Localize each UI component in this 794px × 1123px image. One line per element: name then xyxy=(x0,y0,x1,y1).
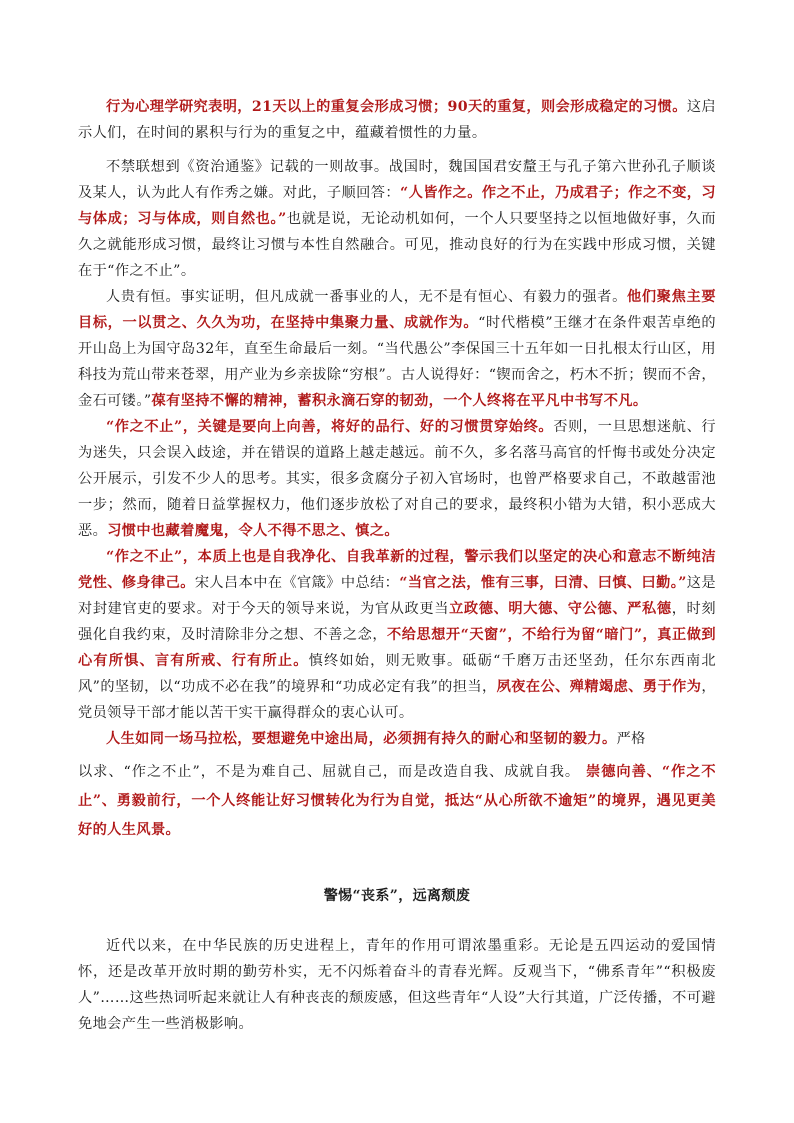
paragraph-6 xyxy=(78,726,716,752)
final-paragraph: 近代以来，在中华民族的历史进程上，青年的作用可谓浓墨重彩。无论是五四运动的爱国情怀，还是改革开放时期的勤劳朴实，无不闪烁着奋斗的青春光辉。反观当下，“佛系青年”“积极废人”……这些热词听起来就让人有种丧丧的颓废感，但这些青年“人设”大行其道，广泛传播，不可避免地会产生一些消极影响。 xyxy=(78,938,716,1032)
section-title: 警惕“丧系”，远离颓废 xyxy=(323,888,471,904)
highlighted-text: 习惯中也藏着魔鬼，令人不得不思之、慎之。 xyxy=(107,523,399,539)
highlighted-text: 崇德向善、“作之不止”、勇毅前行，一个人终能让好习惯转化为行为自觉，抵达“从心所欲不逾矩”的境界，遇见更美好的人生风景。 xyxy=(78,764,717,838)
highlighted-text: 他们聚焦主要目标，一以贯之、久久为功，在坚持中集聚力量、成就作为。 xyxy=(78,289,716,331)
paragraph-2 xyxy=(78,154,716,284)
highlighted-text: 行为心理学研究表明，21天以上的重复会形成习惯；90天的重复，则会形成稳定的习惯。 xyxy=(106,99,687,115)
highlighted-text: 葆有坚持不懈的精神，蓄积永滴石穿的韧劲，一个人终将在平凡中书写不凡。 xyxy=(151,393,648,409)
paragraph-3 xyxy=(78,284,716,414)
highlighted-text: 夙夜在公、殚精竭虑、勇于作为 xyxy=(496,679,702,695)
body-text: ，时刻强化自我约束，及时清除非分之想、不善之念， xyxy=(78,601,716,643)
body-text: 也就是说，无论动机如何，一个人只要坚持之以恒地做好事，久而久之就能形成习惯，最终让习惯与本性自然融合。可见，推动良好的行为在实践中形成习惯，关键在于“作之不止”。 xyxy=(78,211,716,279)
body-text: 人贵有恒。事实证明，但凡成就一番事业的人，无不是有恒心、有毅力的强者。 xyxy=(106,289,627,305)
body-text: “时代楷模”王继才在条件艰苦卓绝的开山岛上为国守岛32年，直至生命最后一刻。“当代愚公”李保国三十五年如一日扎根太行山区，用科技为荒山带来苍翠，用产业为乡亲拔除“穷根”。古人说得好：“锲而舍之，朽木不折；锲而不舍，金石可镂。” xyxy=(78,315,716,409)
body-text: 宋人吕本中在《官箴》中总结： xyxy=(194,575,400,591)
body-text: 严格 xyxy=(616,731,646,747)
body-text: 否则，一旦思想迷航、行为迷失，只会误入歧途，并在错误的道路上越走越远。前不久，多名落马高官的忏悔书或处分决定公开展示，引发不少人的思考。其实，很多贪腐分子初入官场时，也曾严格要求自己，不敢越雷池一步；然而，随着日益掌握权力，他们逐步放松了对自己的要求，最终积小错为大错，积小恶成大恶。 xyxy=(78,419,716,539)
highlighted-text: 立政德、明大德、守公德、严私德 xyxy=(449,601,672,617)
highlighted-text: “作之不止”，本质上也是自我净化、自我革新的过程，警示我们以坚定的决心和意志不断纯洁党性、修身律己。 xyxy=(78,549,716,591)
highlighted-text: 人生如同一场马拉松，要想避免中途出局，必须拥有持久的耐心和坚韧的毅力。 xyxy=(106,731,617,747)
paragraph-5 xyxy=(78,544,716,726)
highlighted-text: “人皆作之。作之不止，乃成君子；作之不变，习与体成；习与体成，则自然也。” xyxy=(78,185,716,227)
highlighted-text: “当官之法，惟有三事，曰清、曰慎、曰勤。” xyxy=(399,575,687,591)
body-text: ，党员领导干部才能以苦干实干赢得群众的衷心认可。 xyxy=(78,679,716,721)
paragraph-1 xyxy=(78,94,716,146)
body-text: 这是对封建官吏的要求。对于今天的领导来说，为官从政更当 xyxy=(78,575,716,617)
highlighted-text: 不给思想开“天窗”，不给行为留“暗门”，真正做到心有所惧、言有所戒、行有所止。 xyxy=(78,627,716,669)
document-page xyxy=(78,94,716,1037)
body-text: 不禁联想到《资治通鉴》记载的一则故事。战国时，魏国国君安釐王与孔子第六世孙孔子顺谈及某人，认为此人有作秀之嫌。对此，子顺回答： xyxy=(78,159,716,201)
paragraph-7 xyxy=(78,758,716,845)
paragraph-4 xyxy=(78,414,716,544)
highlighted-text: “作之不止”，关键是要向上向善，将好的品行、好的习惯贯穿始终。 xyxy=(106,419,554,435)
body-text: 这启示人们，在时间的累积与行为的重复之中，蕴藏着惯性的力量。 xyxy=(78,99,717,141)
body-text: 以求、“作之不止”，不是为难自己、屈就自己，而是改造自我、成就自我。 xyxy=(78,764,581,780)
body-text: 慎终如始，则无败事。砥砺“千磨万击还坚劲，任尔东西南北风”的坚韧，以“功成不必在我”的境界和“功成必定有我”的担当， xyxy=(78,653,716,695)
